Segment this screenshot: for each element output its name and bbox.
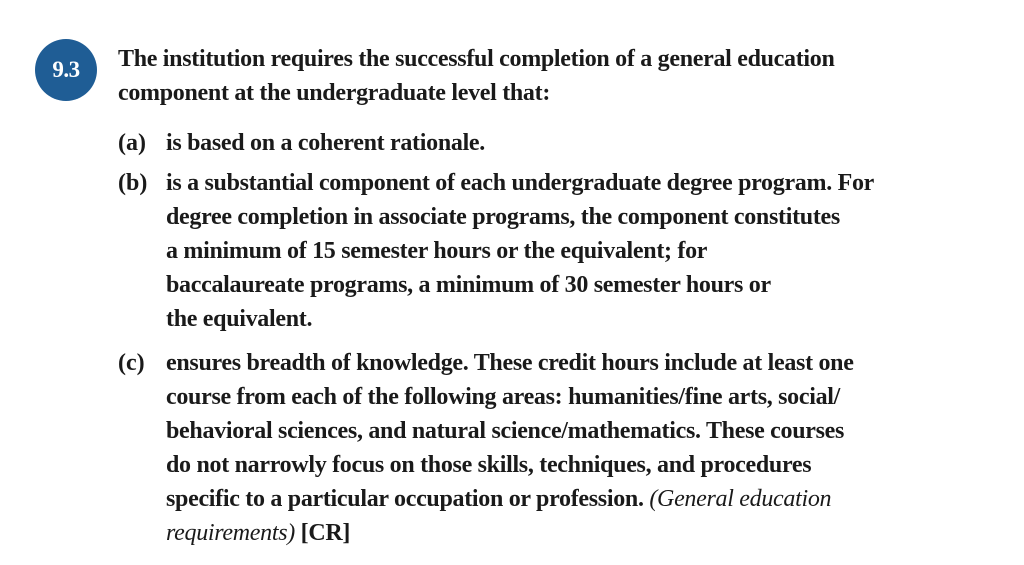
lead-line: component at the undergraduate level that: xyxy=(118,80,551,106)
item-line: baccalaureate programs, a minimum of 30 semester hours or xyxy=(166,272,771,298)
lead-line: The institution requires the successful completion of a general education xyxy=(118,46,835,72)
item-line: behavioral sciences, and natural science/mathematics. These courses xyxy=(166,418,845,444)
item-line: do not narrowly focus on those skills, techniques, and procedures xyxy=(166,452,812,478)
item-marker-b: (b) xyxy=(118,170,148,196)
item-b-text xyxy=(166,166,874,336)
item-line: is a substantial component of each undergraduate degree program. For xyxy=(166,170,875,196)
item-line: degree completion in associate programs, the component constitutes xyxy=(166,204,840,230)
item-marker-a: (a) xyxy=(118,130,146,156)
citation-italic: (General education xyxy=(649,486,832,512)
item-line: is based on a coherent rationale. xyxy=(166,130,485,156)
section-number-badge xyxy=(35,39,97,101)
item-line-citation-end xyxy=(166,516,854,550)
item-line: course from each of the following areas: humanities/fine arts, social/ xyxy=(166,384,841,410)
item-c-text xyxy=(166,346,854,550)
item-line: a minimum of 15 semester hours or the equivalent; for xyxy=(166,238,708,264)
item-a-text xyxy=(166,126,485,160)
item-line: the equivalent. xyxy=(166,306,313,332)
section-number: 9.3 xyxy=(52,57,80,82)
item-line: ensures breadth of knowledge. These credit hours include at least one xyxy=(166,350,854,376)
item-line-with-citation xyxy=(166,482,854,516)
item-line-bold: specific to a particular occupation or profession. xyxy=(166,486,650,512)
citation-italic: requirements) xyxy=(166,520,301,546)
item-marker-c: (c) xyxy=(118,350,145,376)
cr-tag: [CR] xyxy=(300,520,351,546)
section-lead-text xyxy=(118,42,835,110)
